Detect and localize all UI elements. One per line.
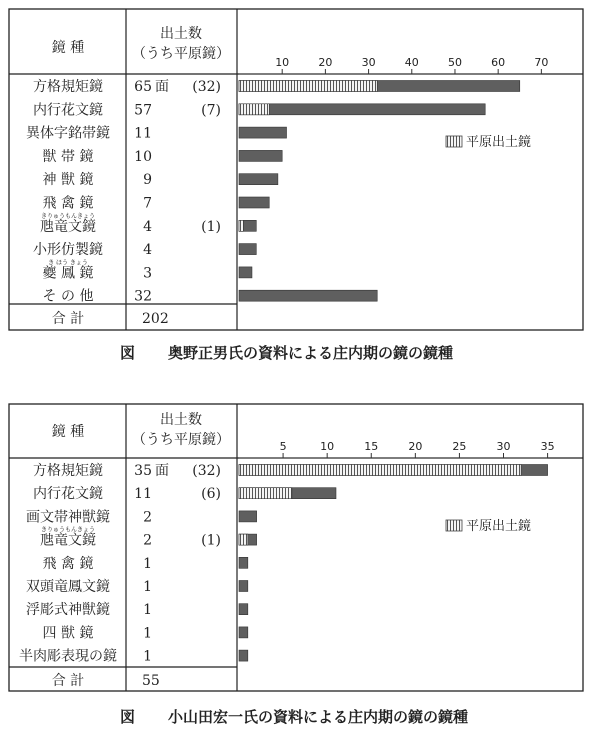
caption: 奥野正男氏の資料による庄内期の鏡の鏡種 xyxy=(168,344,454,362)
count-value: 2 xyxy=(143,509,152,526)
x-axis xyxy=(239,56,548,74)
bar-hirabaru xyxy=(239,534,248,545)
x-tick-label: 30 xyxy=(496,440,511,453)
mirror-type-label: 内行花文鏡 xyxy=(33,102,103,119)
x-tick-label: 15 xyxy=(364,440,379,453)
hirabaru-count: (1) xyxy=(201,218,221,235)
count-value: 1 xyxy=(143,602,152,619)
mirror-type-label: 半肉彫表現の鏡 xyxy=(19,648,117,665)
bar-total xyxy=(239,627,248,638)
total-label: 合 計 xyxy=(51,311,85,327)
bar-total xyxy=(239,557,248,568)
ruby-label: きりゅうもんきょう xyxy=(40,212,96,220)
caption-fig-label: 図 xyxy=(120,708,136,726)
bar-total xyxy=(239,127,287,138)
x-tick-label: 20 xyxy=(318,56,333,69)
x-tick-label: 25 xyxy=(452,440,467,453)
count-subheader: （うち平原鏡） xyxy=(132,46,230,62)
count-unit: 面 xyxy=(155,79,169,95)
bar-hirabaru xyxy=(239,488,292,499)
hirabaru-count: (32) xyxy=(192,79,221,95)
hirabaru-count: (1) xyxy=(201,532,221,549)
x-axis xyxy=(239,440,555,458)
x-tick-label: 5 xyxy=(279,440,287,453)
count-value: 4 xyxy=(143,242,152,259)
count-header: 出土数 xyxy=(160,26,202,42)
figure-2 xyxy=(0,400,600,731)
count-value: 1 xyxy=(143,555,152,572)
x-tick-label: 20 xyxy=(408,440,423,453)
x-tick-label: 70 xyxy=(534,56,549,69)
bar-total xyxy=(239,104,485,115)
mirror-type-label: 小形仿製鏡 xyxy=(33,242,103,259)
count-value: 65 xyxy=(134,79,152,95)
total-value: 55 xyxy=(142,673,160,689)
x-tick-label: 40 xyxy=(404,56,419,69)
mirror-type-label: 四 獣 鏡 xyxy=(42,625,94,642)
mirror-type-label: 内行花文鏡 xyxy=(33,486,103,503)
kind-header: 鏡 種 xyxy=(51,424,85,440)
ruby-label: きりゅうもんきょう xyxy=(40,526,96,534)
legend-label: 平原出土鏡 xyxy=(466,135,532,150)
legend-swatch xyxy=(446,136,462,147)
count-value: 1 xyxy=(143,625,152,642)
count-value: 11 xyxy=(134,125,152,142)
ruby-label: き ほう きょう xyxy=(48,259,88,267)
mirror-type-label: 浮彫式神獣鏡 xyxy=(26,602,110,619)
mirror-type-label: そ の 他 xyxy=(42,288,94,305)
mirror-type-label: 飛 禽 鏡 xyxy=(42,555,94,572)
count-unit: 面 xyxy=(155,463,169,479)
total-label: 合 計 xyxy=(51,673,85,689)
count-value: 35 xyxy=(134,463,152,479)
bar-total xyxy=(239,197,269,208)
bar-hirabaru xyxy=(239,220,243,231)
bar-hirabaru xyxy=(239,81,377,92)
mirror-type-label: 飛 禽 鏡 xyxy=(42,195,94,212)
mirror-type-label: 獣 帯 鏡 xyxy=(42,148,94,165)
mirror-type-label: 虺竜文鏡 xyxy=(40,532,96,549)
count-value: 4 xyxy=(143,218,152,235)
count-header: 出土数 xyxy=(160,412,202,428)
chart-koyamada xyxy=(0,400,600,731)
bar-total xyxy=(239,604,248,615)
count-subheader: （うち平原鏡） xyxy=(132,432,230,448)
mirror-type-label: 神 獣 鏡 xyxy=(42,172,94,189)
count-value: 3 xyxy=(143,265,152,282)
hirabaru-count: (7) xyxy=(201,102,221,119)
kind-header: 鏡 種 xyxy=(51,40,85,56)
mirror-type-label: 双頭竜鳳文鏡 xyxy=(26,579,110,595)
bar-hirabaru xyxy=(239,104,269,115)
rows xyxy=(19,462,221,665)
x-tick-label: 35 xyxy=(540,440,555,453)
x-tick-label: 30 xyxy=(361,56,376,69)
legend-label: 平原出土鏡 xyxy=(466,519,532,534)
count-value: 57 xyxy=(134,102,152,119)
mirror-type-label: 画文帯神獣鏡 xyxy=(26,509,110,526)
hirabaru-count: (32) xyxy=(192,463,221,479)
caption-fig-label: 図 xyxy=(120,344,136,362)
bar-total xyxy=(239,290,377,301)
bar-total xyxy=(239,511,257,522)
total-value: 202 xyxy=(142,311,169,327)
x-tick-label: 50 xyxy=(447,56,462,69)
bar-total xyxy=(239,267,252,278)
mirror-type-label: 異体字銘帯鏡 xyxy=(26,125,110,142)
count-value: 2 xyxy=(143,532,152,549)
count-value: 11 xyxy=(134,486,152,503)
x-tick-label: 10 xyxy=(275,56,290,69)
caption: 小山田宏一氏の資料による庄内期の鏡の鏡種 xyxy=(168,708,469,726)
bars xyxy=(239,465,548,662)
mirror-type-label: 夔 鳳 鏡 xyxy=(42,265,94,282)
mirror-type-label: 方格規矩鏡 xyxy=(33,79,103,95)
x-tick-label: 10 xyxy=(320,440,335,453)
bars xyxy=(239,81,520,302)
bar-total xyxy=(239,174,278,185)
bar-total xyxy=(239,581,248,592)
mirror-type-label: 虺竜文鏡 xyxy=(40,218,96,235)
count-value: 10 xyxy=(134,148,152,165)
legend-swatch xyxy=(446,520,462,531)
bar-total xyxy=(239,650,248,661)
bar-hirabaru xyxy=(239,465,521,476)
count-value: 7 xyxy=(143,195,152,212)
x-tick-label: 60 xyxy=(491,56,506,69)
count-value: 1 xyxy=(143,579,152,595)
count-value: 32 xyxy=(134,288,152,305)
bar-total xyxy=(239,244,256,255)
rows xyxy=(26,78,221,305)
bar-total xyxy=(239,150,282,161)
count-value: 1 xyxy=(143,648,152,665)
hirabaru-count: (6) xyxy=(201,486,221,503)
mirror-type-label: 方格規矩鏡 xyxy=(33,463,103,479)
count-value: 9 xyxy=(143,172,152,189)
